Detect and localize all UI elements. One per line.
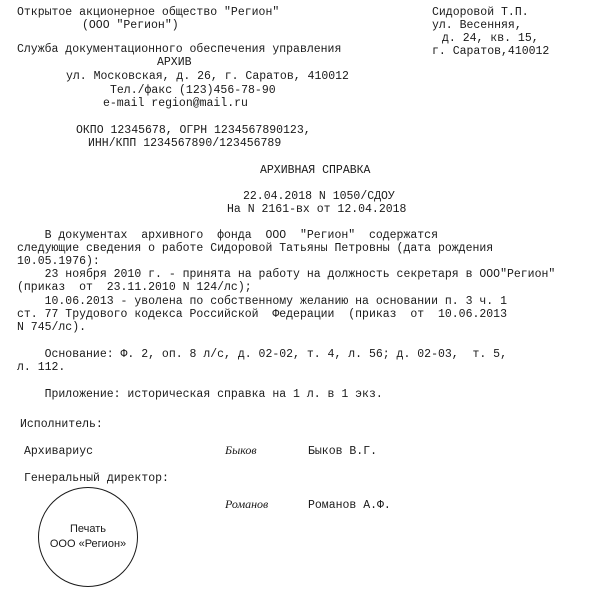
recipient-name: Сидоровой Т.П. xyxy=(432,6,529,19)
recipient-street: ул. Весенняя, xyxy=(432,19,522,32)
director-signature: Романов xyxy=(225,497,269,511)
sender-org-line1: Открытое акционерное общество "Регион" xyxy=(17,6,280,19)
recipient-city: г. Саратов,410012 xyxy=(432,45,550,58)
body-line: 10.06.2013 - уволена по собственному желанию на основании п. 3 ч. 1 xyxy=(17,295,507,308)
sender-org-line2: (ООО "Регион") xyxy=(82,19,179,32)
body-line: N 745/лс). xyxy=(17,321,87,334)
body-line: В документах архивного фонда ООО "Регион" содержатся xyxy=(17,229,438,242)
recipient-house: д. 24, кв. 15, xyxy=(442,32,539,45)
archivist-title: Архивариус xyxy=(24,445,94,458)
sender-dept-line: Служба документационного обеспечения управления xyxy=(17,43,342,56)
director-name: Романов А.Ф. xyxy=(308,499,391,512)
stamp-line2: ООО «Регион» xyxy=(49,538,127,550)
sender-codes-line2: ИНН/КПП 1234567890/123456789 xyxy=(88,137,282,150)
document-reply-to: На N 2161-вх от 12.04.2018 xyxy=(227,203,407,216)
body-line: (приказ от 23.11.2010 N 124/лс); xyxy=(17,281,252,294)
archivist-signature: Быков xyxy=(225,443,257,457)
sender-archive: АРХИВ xyxy=(157,56,192,69)
body-line: л. 112. xyxy=(17,361,66,374)
executor-label: Исполнитель: xyxy=(20,418,103,431)
body-line: Основание: Ф. 2, оп. 8 л/с, д. 02-02, т. 4, л. 56; д. 02-03, т. 5, xyxy=(17,348,507,361)
body-line: 23 ноября 2010 г. - принята на работу на должность секретаря в ООО"Регион" xyxy=(17,268,556,281)
sender-email: e-mail region@mail.ru xyxy=(103,97,248,110)
archivist-name: Быков В.Г. xyxy=(308,445,378,458)
stamp-line1: Печать xyxy=(69,523,107,535)
director-label: Генеральный директор: xyxy=(24,472,169,485)
sender-phone: Тел./факс (123)456-78-90 xyxy=(110,84,276,97)
sender-address: ул. Московская, д. 26, г. Саратов, 410012 xyxy=(66,70,349,83)
document-date-number: 22.04.2018 N 1050/СДОУ xyxy=(243,190,395,203)
body-line: Приложение: историческая справка на 1 л. в 1 экз. xyxy=(17,388,383,401)
body-line: ст. 77 Трудового кодекса Российской Федерации (приказ от 10.06.2013 xyxy=(17,308,507,321)
company-stamp xyxy=(38,487,138,587)
body-line: следующие сведения о работе Сидоровой Татьяны Петровны (дата рождения xyxy=(17,242,494,255)
sender-codes-line1: ОКПО 12345678, ОГРН 1234567890123, xyxy=(76,124,311,137)
document-title: АРХИВНАЯ СПРАВКА xyxy=(260,164,371,177)
body-line: 10.05.1976): xyxy=(17,255,100,268)
